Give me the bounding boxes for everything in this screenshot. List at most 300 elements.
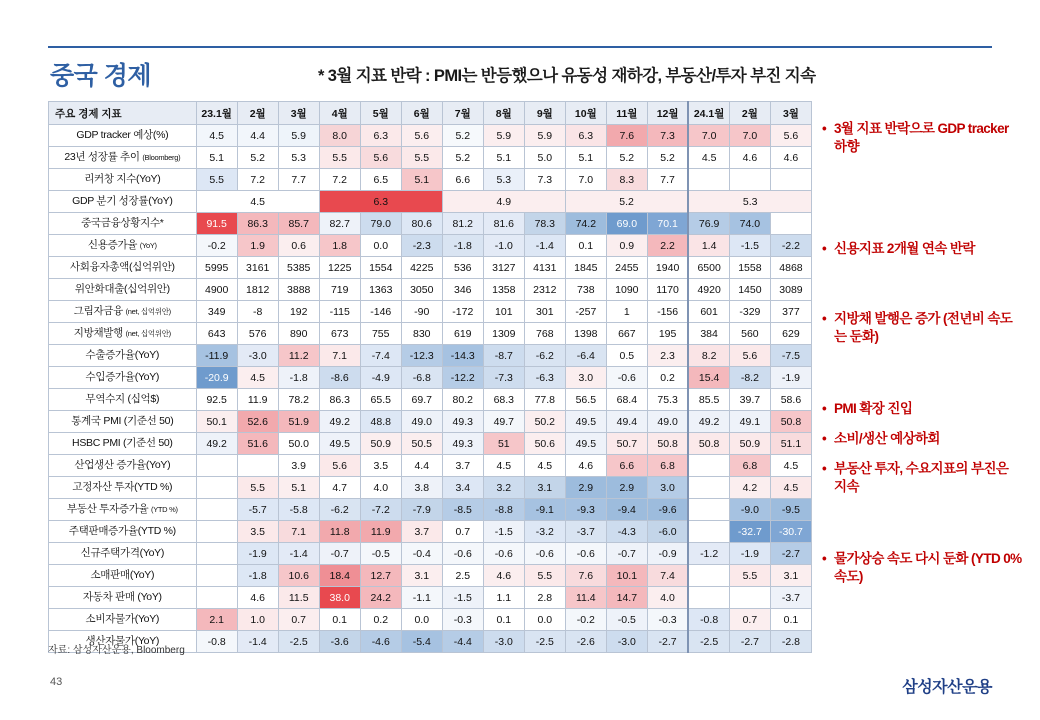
table-cell: 4868 (770, 257, 811, 279)
row-label: 사회융자총액(십억위안) (49, 257, 197, 279)
table-cell: 7.0 (729, 125, 770, 147)
table-cell: -7.4 (360, 345, 401, 367)
table-cell: 1363 (360, 279, 401, 301)
table-cell: -12.3 (401, 345, 442, 367)
table-cell: 5.2 (647, 147, 688, 169)
table-cell: 81.2 (442, 213, 483, 235)
table-cell: 4.2 (729, 477, 770, 499)
row-label: 위안화대출(십억위안) (49, 279, 197, 301)
table-cell: 384 (688, 323, 729, 345)
table-cell: 70.1 (647, 213, 688, 235)
table-cell: 11.5 (278, 587, 319, 609)
table-cell: 10.6 (278, 565, 319, 587)
table-cell: -1.0 (483, 235, 524, 257)
column-header-6: 6월 (401, 102, 442, 125)
table-cell: -1.8 (278, 367, 319, 389)
table-cell: 1.4 (688, 235, 729, 257)
table-cell: -6.2 (524, 345, 565, 367)
table-cell: 2.3 (647, 345, 688, 367)
table-cell: 50.7 (606, 433, 647, 455)
table-cell: 85.7 (278, 213, 319, 235)
table-cell: 85.5 (688, 389, 729, 411)
table-cell: 5.5 (401, 147, 442, 169)
table-cell: 643 (196, 323, 237, 345)
table-row (49, 191, 812, 213)
table-cell: -0.6 (483, 543, 524, 565)
table-cell: 4.5 (770, 477, 811, 499)
table-cell (688, 521, 729, 543)
table-cell: 0.0 (360, 235, 401, 257)
table-cell: 1 (606, 301, 647, 323)
table-cell: 1.9 (237, 235, 278, 257)
table-cell: 5.1 (196, 147, 237, 169)
table-cell (196, 455, 237, 477)
table-cell: 3.0 (565, 367, 606, 389)
table-cell: 0.7 (278, 609, 319, 631)
table-cell: 4.6 (565, 455, 606, 477)
table-cell: 15.4 (688, 367, 729, 389)
table-row (49, 411, 812, 433)
table-cell: -2.7 (647, 631, 688, 653)
table-cell: 4.5 (688, 147, 729, 169)
table-cell: 51 (483, 433, 524, 455)
table-cell (729, 169, 770, 191)
table-cell: 601 (688, 301, 729, 323)
table-cell: -7.3 (483, 367, 524, 389)
column-header-13: 24.1월 (688, 102, 729, 125)
table-cell: -90 (401, 301, 442, 323)
table-cell: -0.6 (606, 367, 647, 389)
table-cell: 719 (319, 279, 360, 301)
table-cell: 74.2 (565, 213, 606, 235)
table-cell: -1.5 (729, 235, 770, 257)
table-cell (770, 169, 811, 191)
table-cell: 5.5 (237, 477, 278, 499)
table-cell: 3.2 (483, 477, 524, 499)
table-cell: 56.5 (565, 389, 606, 411)
table-cell: 0.5 (606, 345, 647, 367)
table-cell: 50.2 (524, 411, 565, 433)
table-cell: 192 (278, 301, 319, 323)
table-cell: 3.4 (442, 477, 483, 499)
column-header-1: 23.1월 (196, 102, 237, 125)
table-cell: 11.2 (278, 345, 319, 367)
table-cell: 1309 (483, 323, 524, 345)
table-cell: -8.2 (729, 367, 770, 389)
table-cell: 4.5 (483, 455, 524, 477)
table-cell: 6.5 (360, 169, 401, 191)
table-cell: 78.3 (524, 213, 565, 235)
column-header-2: 2월 (237, 102, 278, 125)
table-cell (688, 477, 729, 499)
table-cell: -0.2 (565, 609, 606, 631)
table-cell: 49.0 (401, 411, 442, 433)
table-cell: -2.3 (401, 235, 442, 257)
page-title: 중국 경제 (50, 62, 152, 90)
table-cell: 5.6 (770, 125, 811, 147)
table-cell: 576 (237, 323, 278, 345)
table-cell: 49.5 (565, 411, 606, 433)
table-cell: -2.5 (688, 631, 729, 653)
table-cell: 4.5 (524, 455, 565, 477)
table-cell: -4.4 (442, 631, 483, 653)
table-cell: 50.9 (729, 433, 770, 455)
row-label: 중국금융상황지수* (49, 213, 197, 235)
table-cell: 49.1 (729, 411, 770, 433)
table-cell: 1.0 (237, 609, 278, 631)
table-cell: 74.0 (729, 213, 770, 235)
table-cell: 51.6 (237, 433, 278, 455)
table-cell: -7.9 (401, 499, 442, 521)
table-cell: -6.3 (524, 367, 565, 389)
table-cell: 11.9 (360, 521, 401, 543)
table-row (49, 301, 812, 323)
table-cell: -1.9 (770, 367, 811, 389)
table-cell: 51.9 (278, 411, 319, 433)
table-cell: 3.1 (401, 565, 442, 587)
table-cell: 49.4 (606, 411, 647, 433)
table-cell (196, 565, 237, 587)
table-cell: 1940 (647, 257, 688, 279)
table-cell: 7.6 (606, 125, 647, 147)
bullet-item-2 (834, 240, 1022, 258)
page-subtitle: * 3월 지표 반락 : PMI는 반등했으나 유동성 재하강, 부동산/투자 부진 지속 (318, 67, 816, 85)
bullet-item-4 (834, 400, 1022, 418)
row-label: 생산자물가(YoY) (49, 631, 197, 653)
table-cell: -20.9 (196, 367, 237, 389)
table-cell: 890 (278, 323, 319, 345)
column-header-14: 2월 (729, 102, 770, 125)
table-cell: -329 (729, 301, 770, 323)
table-cell: -3.6 (319, 631, 360, 653)
table-cell: -115 (319, 301, 360, 323)
table-row (49, 279, 812, 301)
table-cell: 2.1 (196, 609, 237, 631)
table-cell: 346 (442, 279, 483, 301)
table-cell: -3.0 (237, 345, 278, 367)
table-cell: 75.3 (647, 389, 688, 411)
table-cell: 50.8 (647, 433, 688, 455)
company-logo: 삼성자산운용 (902, 679, 992, 696)
table-cell: 49.2 (196, 433, 237, 455)
table-cell: 58.6 (770, 389, 811, 411)
table-cell: 673 (319, 323, 360, 345)
table-row (49, 257, 812, 279)
table-cell: 301 (524, 301, 565, 323)
table-row (49, 169, 812, 191)
table-cell (196, 521, 237, 543)
table-cell: 50.9 (360, 433, 401, 455)
table-cell: 38.0 (319, 587, 360, 609)
table-cell: 5.6 (360, 147, 401, 169)
table-cell: 50.0 (278, 433, 319, 455)
table-cell: -32.7 (729, 521, 770, 543)
table-row (49, 345, 812, 367)
table-cell: 77.8 (524, 389, 565, 411)
table-cell (688, 455, 729, 477)
table-cell: 68.3 (483, 389, 524, 411)
table-cell: 5.2 (237, 147, 278, 169)
table-cell: -8.7 (483, 345, 524, 367)
table-header-row (49, 102, 812, 125)
table-cell: 4.4 (401, 455, 442, 477)
table-cell: -172 (442, 301, 483, 323)
table-cell: 2.9 (565, 477, 606, 499)
table-cell: -5.8 (278, 499, 319, 521)
table-cell: 619 (442, 323, 483, 345)
column-header-5: 5월 (360, 102, 401, 125)
table-cell (196, 499, 237, 521)
table-cell: -9.1 (524, 499, 565, 521)
table-cell: 5.2 (442, 147, 483, 169)
table-cell: -8.6 (319, 367, 360, 389)
table-cell: -257 (565, 301, 606, 323)
table-cell: 18.4 (319, 565, 360, 587)
table-cell: 6500 (688, 257, 729, 279)
table-cell: -12.2 (442, 367, 483, 389)
table-cell: 755 (360, 323, 401, 345)
table-cell: 4.7 (319, 477, 360, 499)
table-cell: 0.2 (360, 609, 401, 631)
table-cell: 2455 (606, 257, 647, 279)
table-cell: 0.6 (278, 235, 319, 257)
table-cell: 1225 (319, 257, 360, 279)
table-cell: 24.2 (360, 587, 401, 609)
table-cell: -8.5 (442, 499, 483, 521)
table-cell: 738 (565, 279, 606, 301)
table-cell: 560 (729, 323, 770, 345)
table-cell: 5.9 (524, 125, 565, 147)
table-cell: 7.1 (319, 345, 360, 367)
table-cell: 3.7 (442, 455, 483, 477)
table-cell: 1398 (565, 323, 606, 345)
table-cell: 11.8 (319, 521, 360, 543)
table-row (49, 367, 812, 389)
table-cell: 629 (770, 323, 811, 345)
table-cell: -0.4 (401, 543, 442, 565)
page-number: 43 (50, 676, 63, 688)
table-cell: 80.6 (401, 213, 442, 235)
table-cell (196, 543, 237, 565)
table-row (49, 213, 812, 235)
row-label: 그림자금융 (net, 십억위안) (49, 301, 197, 323)
table-cell: 5.0 (524, 147, 565, 169)
table-cell: -30.7 (770, 521, 811, 543)
table-cell: 4.0 (360, 477, 401, 499)
bullet-text: • 신용지표 2개월 연속 반락 (834, 241, 975, 256)
row-label: 신용증가율 (YoY) (49, 235, 197, 257)
table-cell: 49.3 (442, 411, 483, 433)
table-cell: -4.6 (360, 631, 401, 653)
table-cell: 12.7 (360, 565, 401, 587)
table-cell: 6.8 (729, 455, 770, 477)
table-cell: 49.0 (647, 411, 688, 433)
table-cell: 4.6 (237, 587, 278, 609)
bullet-text: • 부동산 투자, 수요지표의 부진은 지속 (834, 461, 1009, 495)
table-cell: -9.3 (565, 499, 606, 521)
table-cell: 5.3 (278, 147, 319, 169)
table-cell: 4.5 (196, 191, 319, 213)
header-divider (48, 46, 992, 48)
table-cell: 50.8 (770, 411, 811, 433)
table-cell: 5.6 (401, 125, 442, 147)
row-label: 산업생산 증가율(YoY) (49, 455, 197, 477)
column-header-9: 9월 (524, 102, 565, 125)
table-cell: 4.5 (237, 367, 278, 389)
table-cell: 5.9 (483, 125, 524, 147)
table-cell: 50.1 (196, 411, 237, 433)
table-cell: 6.3 (565, 125, 606, 147)
table-cell: 1845 (565, 257, 606, 279)
table-cell: 349 (196, 301, 237, 323)
table-cell: 86.3 (237, 213, 278, 235)
table-cell: 5.1 (565, 147, 606, 169)
table-cell: 6.3 (360, 125, 401, 147)
column-header-15: 3월 (770, 102, 811, 125)
table-cell: -2.5 (524, 631, 565, 653)
table-row (49, 147, 812, 169)
table-cell: 5.5 (729, 565, 770, 587)
table-cell: 3050 (401, 279, 442, 301)
table-cell: -4.9 (360, 367, 401, 389)
table-row (49, 477, 812, 499)
column-header-indicator: 주요 경제 지표 (49, 102, 197, 125)
table-cell: -9.6 (647, 499, 688, 521)
table-cell (688, 169, 729, 191)
table-cell: 0.7 (442, 521, 483, 543)
table-cell: -1.4 (237, 631, 278, 653)
table-cell: 1170 (647, 279, 688, 301)
table-cell: 0.2 (647, 367, 688, 389)
table-cell: 8.0 (319, 125, 360, 147)
table-cell: 0.9 (606, 235, 647, 257)
table-cell: 49.5 (565, 433, 606, 455)
table-cell (688, 565, 729, 587)
bullet-text: • PMI 확장 진입 (834, 401, 913, 416)
table-cell: 4.5 (770, 455, 811, 477)
table-cell: -1.2 (688, 543, 729, 565)
table-cell: 5.3 (483, 169, 524, 191)
table-cell: 5.1 (401, 169, 442, 191)
table-cell: 4.5 (196, 125, 237, 147)
table-row (49, 125, 812, 147)
bullet-item-1 (834, 120, 1022, 156)
table-cell: 69.7 (401, 389, 442, 411)
table-cell: 49.2 (319, 411, 360, 433)
table-cell: -3.0 (606, 631, 647, 653)
table-cell: 5.5 (524, 565, 565, 587)
table-cell: 1450 (729, 279, 770, 301)
table-cell (196, 477, 237, 499)
table-row (49, 389, 812, 411)
table-cell: 4900 (196, 279, 237, 301)
row-label: 수입증가율(YoY) (49, 367, 197, 389)
table-row (49, 433, 812, 455)
table-cell: 14.7 (606, 587, 647, 609)
table-cell: 4.9 (442, 191, 565, 213)
table-cell: -6.0 (647, 521, 688, 543)
table-cell: 86.3 (319, 389, 360, 411)
table-row (49, 609, 812, 631)
table-cell: 8.3 (606, 169, 647, 191)
table-cell: 536 (442, 257, 483, 279)
table-cell: -0.6 (442, 543, 483, 565)
table-cell: 79.0 (360, 213, 401, 235)
table-cell: 7.1 (278, 521, 319, 543)
table-cell: -2.8 (770, 631, 811, 653)
table-cell: -0.7 (606, 543, 647, 565)
table-cell: -0.5 (606, 609, 647, 631)
row-label: 리커창 지수(YoY) (49, 169, 197, 191)
column-header-3: 3월 (278, 102, 319, 125)
table-row (49, 587, 812, 609)
row-label: 부동산 투자증가율 (YTD %) (49, 499, 197, 521)
table-cell: -2.2 (770, 235, 811, 257)
table-cell: 3.9 (278, 455, 319, 477)
table-cell: 0.1 (770, 609, 811, 631)
column-header-4: 4월 (319, 102, 360, 125)
table-cell: -0.2 (196, 235, 237, 257)
table-cell: 48.8 (360, 411, 401, 433)
table-cell: 81.6 (483, 213, 524, 235)
table-cell: 5.2 (442, 125, 483, 147)
table-cell: 5.2 (606, 147, 647, 169)
table-cell: 7.7 (278, 169, 319, 191)
table-cell: 51.1 (770, 433, 811, 455)
table-cell: 50.8 (688, 433, 729, 455)
table-cell: 1090 (606, 279, 647, 301)
table-cell: 7.2 (319, 169, 360, 191)
table-cell: 0.7 (729, 609, 770, 631)
column-header-7: 7월 (442, 102, 483, 125)
table-cell: -3.7 (770, 587, 811, 609)
table-cell: -3.2 (524, 521, 565, 543)
table-cell: -2.5 (278, 631, 319, 653)
table-cell: -0.5 (360, 543, 401, 565)
table-row (49, 235, 812, 257)
table-cell: 1554 (360, 257, 401, 279)
table-cell: 4.6 (729, 147, 770, 169)
table-cell: 8.2 (688, 345, 729, 367)
table-cell: 82.7 (319, 213, 360, 235)
table-cell: -1.9 (237, 543, 278, 565)
table-cell: 50.5 (401, 433, 442, 455)
table-cell: 768 (524, 323, 565, 345)
row-label: 23년 성장률 추이 (Bloomberg) (49, 147, 197, 169)
table-cell (688, 587, 729, 609)
table-row (49, 323, 812, 345)
table-cell: -0.9 (647, 543, 688, 565)
table-cell: 0.0 (401, 609, 442, 631)
table-cell: -0.6 (565, 543, 606, 565)
table-cell: 3.0 (647, 477, 688, 499)
table-cell: 5385 (278, 257, 319, 279)
table-cell: -3.7 (565, 521, 606, 543)
table-cell: 2312 (524, 279, 565, 301)
table-cell: 4.6 (770, 147, 811, 169)
row-label: HSBC PMI (기준선 50) (49, 433, 197, 455)
table-cell: 5.6 (729, 345, 770, 367)
table-cell: 101 (483, 301, 524, 323)
table-cell: -14.3 (442, 345, 483, 367)
table-cell: -5.7 (237, 499, 278, 521)
table-cell: 4920 (688, 279, 729, 301)
table-cell: -9.4 (606, 499, 647, 521)
table-cell: 3888 (278, 279, 319, 301)
table-cell: 50.6 (524, 433, 565, 455)
table-cell: 92.5 (196, 389, 237, 411)
table-cell: 4225 (401, 257, 442, 279)
